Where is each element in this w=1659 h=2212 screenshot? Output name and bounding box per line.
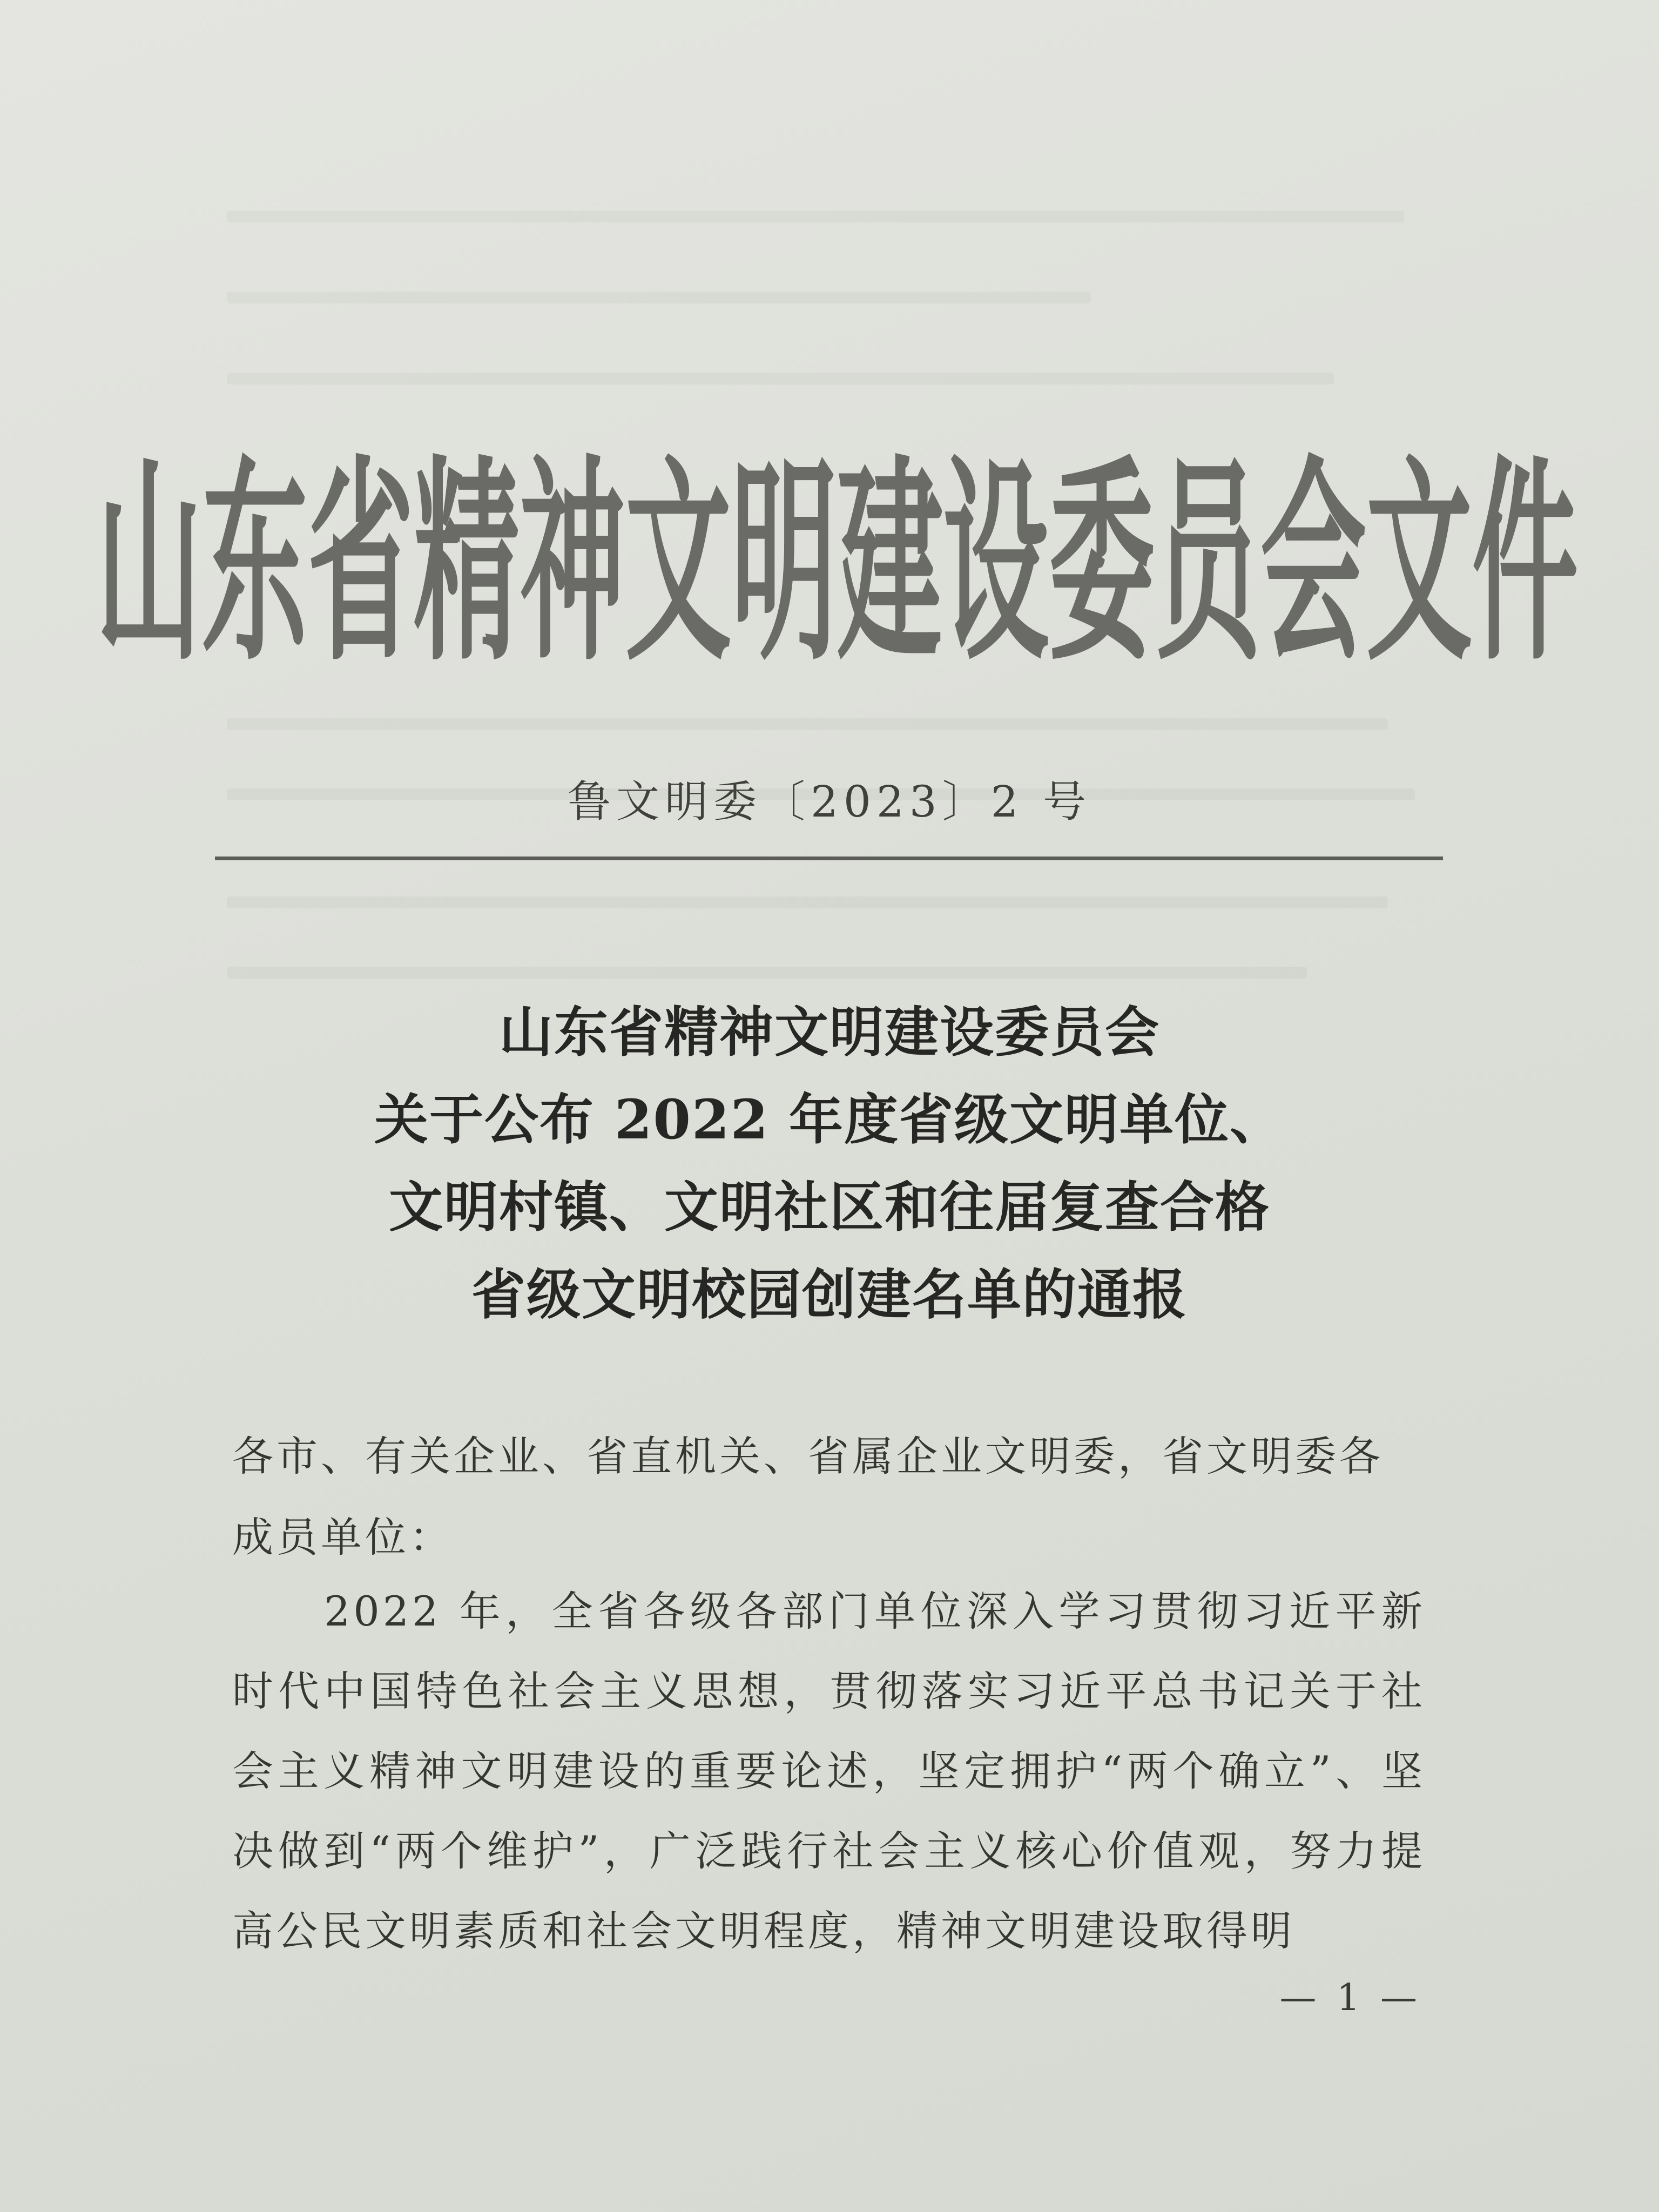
- bleed-through-mark: [227, 967, 1307, 979]
- title-line: 山东省精神文明建设委员会: [499, 1000, 1160, 1064]
- addressee-text: 各市、有关企业、省直机关、省属企业文明委，省文明委各成员单位：: [232, 1432, 1384, 1561]
- document-number: 鲁文明委〔2023〕2 号: [568, 777, 1091, 827]
- bleed-through-mark: [227, 896, 1388, 908]
- document-masthead: [96, 421, 1579, 691]
- bleed-through-mark: [227, 292, 1091, 304]
- masthead-divider: [215, 857, 1443, 860]
- title-line: 省级文明校园创建名单的通报: [471, 1263, 1188, 1326]
- bleed-through-mark: [227, 718, 1388, 730]
- title-line: 文明村镇、文明社区和往届复查合格: [389, 1175, 1270, 1239]
- bleed-through-mark: [227, 373, 1334, 385]
- bleed-through-mark: [227, 211, 1404, 222]
- title-line: 关于公布 2022 年度省级文明单位、: [374, 1088, 1285, 1151]
- masthead-text: 山东省精神文明建设委员会文件: [96, 438, 1579, 691]
- document-title: [0, 988, 1659, 1338]
- body-paragraph: 2022 年，全省各级各部门单位深入学习贯彻习近平新时代中国特色社会主义思想，贯彻落实习近平总书记关于社会主义精神文明建设的重要论述，坚定拥护“两个确立”、坚决做到“两个维护”，广泛践行社会主义核心价值观，努力提高公民文明素质和社会文明程度，精神文明建设取得明: [232, 1587, 1426, 1955]
- page-number: — 1 —: [1279, 1977, 1421, 2019]
